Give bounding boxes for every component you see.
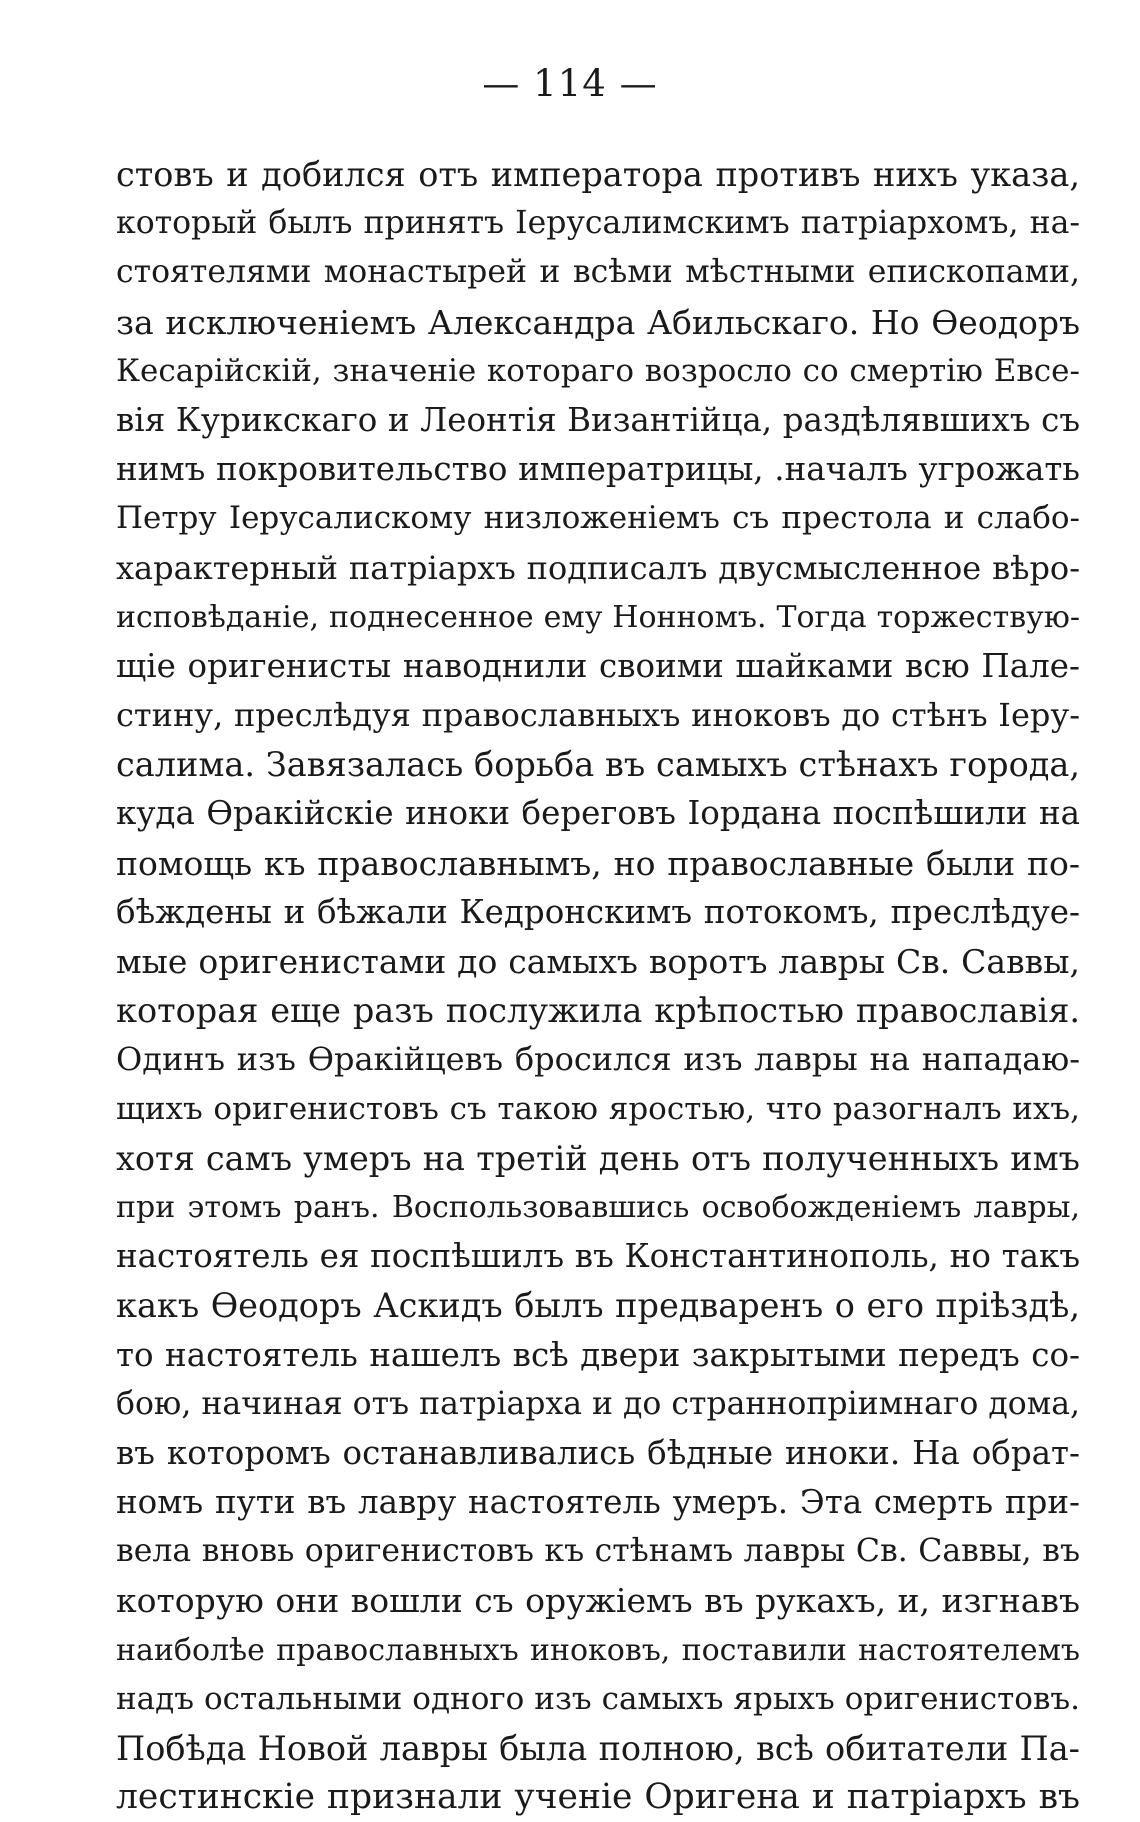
text-line: исповѣданіе, поднесенное ему Нонномъ. Тогда торжествую- [116, 599, 1080, 635]
text-line: надъ остальными одного изъ самыхъ ярыхъ оригенистовъ. [116, 1680, 1080, 1717]
text-line: бѣждены и бѣжали Кедронскимъ потокомъ, преслѣдуе- [116, 892, 1080, 931]
text-line: Петру Іерусалискому низложеніемъ съ престола и слабо- [116, 500, 1080, 537]
text-line: щіе оригенисты наводнили своими шайками всю Пале- [116, 646, 1080, 685]
text-line: Одинъ изъ Ѳракійцевъ бросился изъ лавры на нападаю- [116, 1040, 1080, 1079]
text-line: хотя самъ умеръ на третій день отъ полученныхъ имъ [116, 1138, 1080, 1178]
text-line: то настоятель нашелъ всѣ двери закрытыми передъ со- [116, 1335, 1080, 1374]
text-line: стоятелями монастырей и всѣми мѣстными епископами, [116, 254, 1080, 291]
text-line: Кесарійскій, значеніе котораго возросло со смертію Евсе- [116, 352, 1080, 389]
text-line: при этомъ ранъ. Воспользовавшись освобожденіемъ лавры, [116, 1189, 1080, 1225]
text-line: стину, преслѣдуя православныхъ иноковъ до стѣнъ Іеру- [116, 696, 1080, 735]
body-text [116, 150, 1080, 1822]
text-line: наиболѣе православныхъ иноковъ, поставили настоятелемъ [116, 1632, 1080, 1668]
text-line: который былъ принятъ Іерусалимскимъ патріархомъ, на- [116, 205, 1080, 242]
text-line: какъ Ѳеодоръ Аскидъ былъ предваренъ о его пріѣздѣ, [116, 1286, 1080, 1326]
text-line: стовъ и добился отъ императора противъ нихъ указа, [116, 155, 1080, 194]
text-line: за исключеніемъ Александра Абильскаго. Но Ѳеодоръ [116, 302, 1080, 342]
text-line: мые оригенистами до самыхъ воротъ лавры Св. Саввы, [116, 942, 1080, 981]
text-line: помощь къ православнымъ, но православные были по- [116, 843, 1080, 883]
text-line: которая еще разъ послужила крѣпостью православія. [116, 991, 1080, 1031]
text-line: настоятель ея поспѣшилъ въ Константинополь, но такъ [116, 1237, 1080, 1276]
text-line: характерный патріархъ подписалъ двусмысленное вѣро- [116, 548, 1080, 587]
text-line: куда Ѳракійскіе иноки береговъ Іордана поспѣшили на [116, 794, 1080, 833]
text-line: нимъ покровительство императрицы, .началъ угрожать [116, 450, 1080, 489]
text-line: бою, начиная отъ патріарха и до страннопріимнаго дома, [116, 1385, 1080, 1422]
text-line: салима. Завязалась борьба въ самыхъ стѣнахъ города, [116, 745, 1080, 785]
text-line: Побѣда Новой лавры была полною, всѣ обитатели Па- [116, 1729, 1080, 1768]
text-line: вела вновь оригенистовъ къ стѣнамъ лавры Св. Саввы, въ [116, 1533, 1080, 1570]
text-line: въ которомъ останавливались бѣдные иноки. На обрат- [116, 1433, 1080, 1472]
text-line: которую они вошли съ оружіемъ въ рукахъ, и, изгнавъ [116, 1581, 1080, 1621]
text-line: номъ пути въ лавру настоятель умеръ. Эта смерть при- [116, 1483, 1080, 1522]
text-line: щихъ оригенистовъ съ такою яростью, что разогналъ ихъ, [116, 1090, 1080, 1127]
text-line: лестинскіе признали ученіе Оригена и патріархъ въ [116, 1777, 1080, 1818]
text-line: вія Курикскаго и Леонтія Византійца, раздѣлявшихъ съ [116, 400, 1080, 439]
page-number: — 114 — [482, 62, 658, 105]
